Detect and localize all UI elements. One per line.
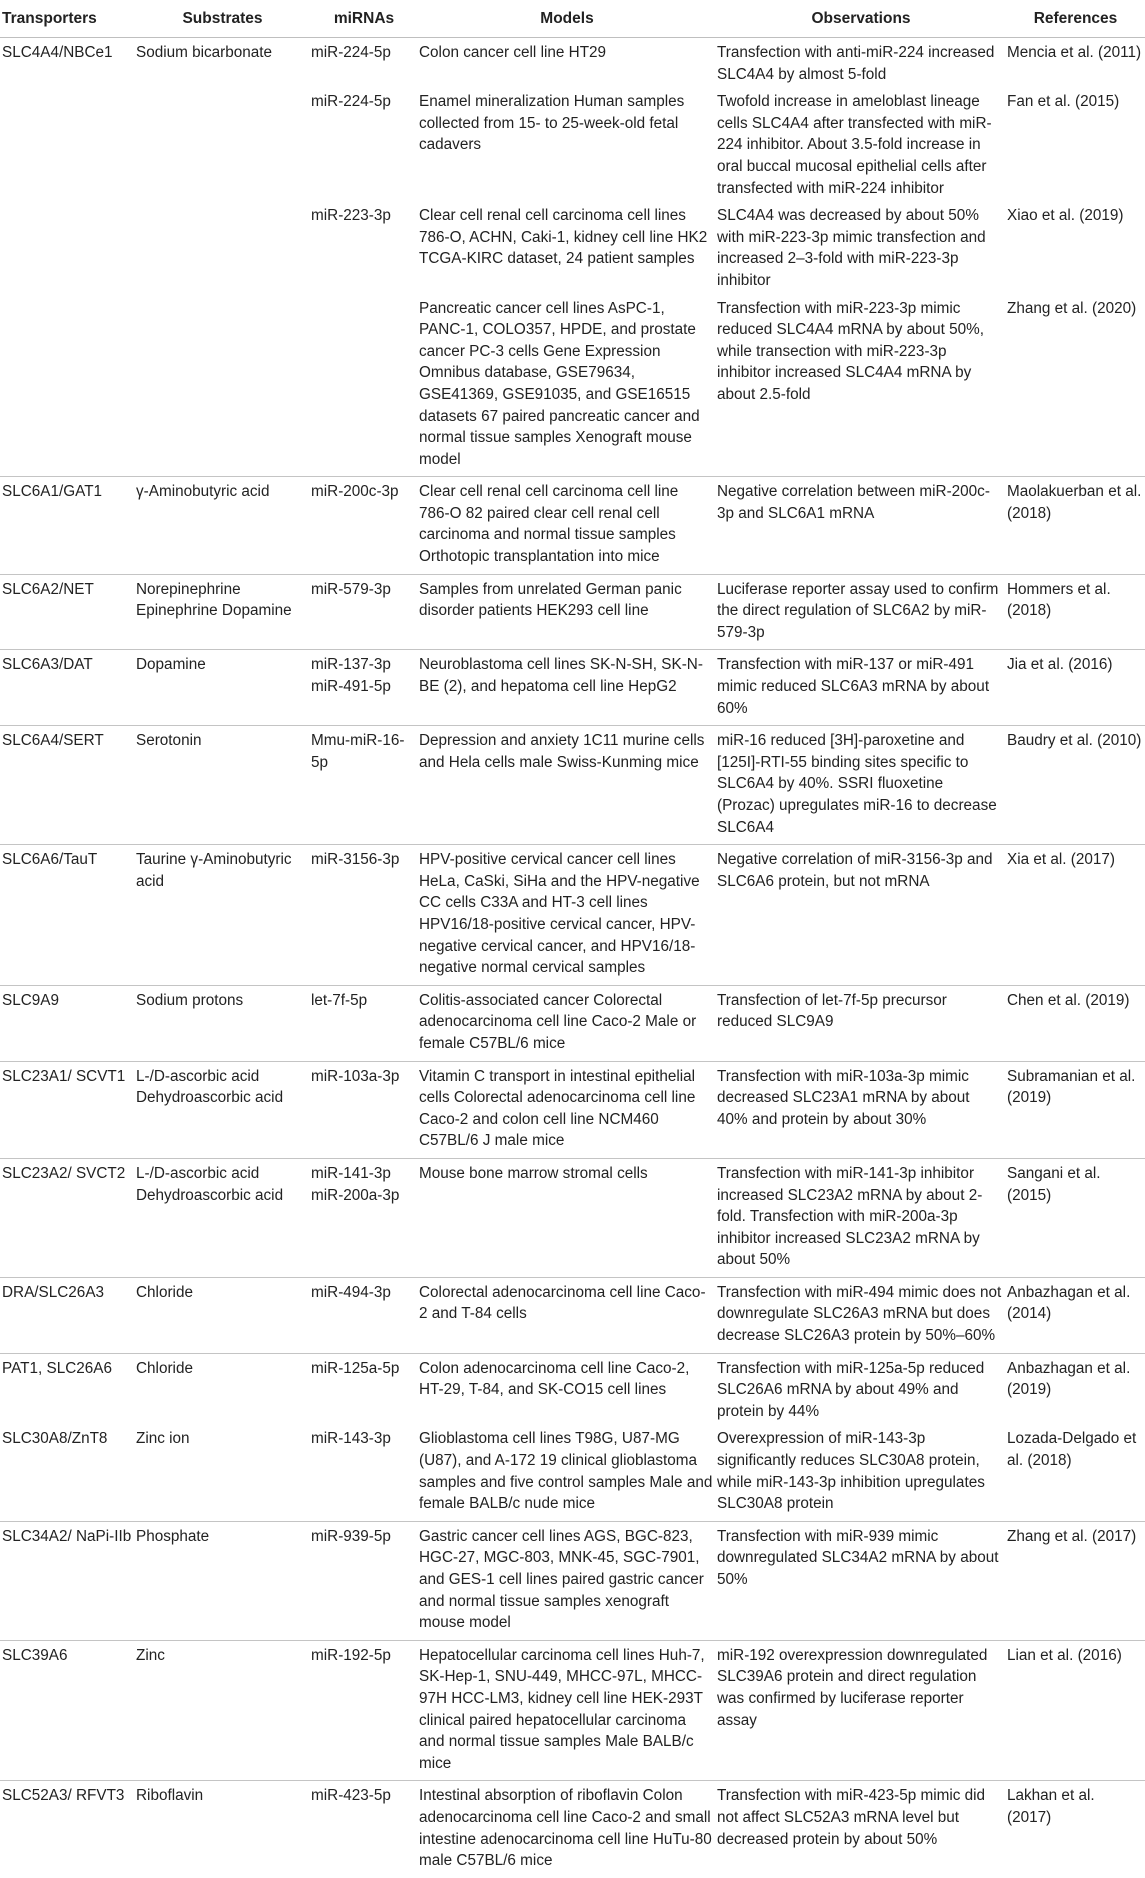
cell-reference: Chen et al. (2019) bbox=[1006, 985, 1145, 1061]
cell-transporter: SLC6A1/GAT1 bbox=[0, 477, 135, 574]
cell-transporter: SLC23A1/ SCVT1 bbox=[0, 1061, 135, 1158]
cell-mirna: miR-579-3p bbox=[310, 574, 418, 650]
cell-transporter: SLC4A4/NBCe1 bbox=[2, 44, 113, 61]
cell-model: Colorectal adenocarcinoma cell line Caco-2 and T-84 cells bbox=[418, 1277, 716, 1353]
cell-mirna: miR-143-3p bbox=[310, 1428, 418, 1521]
table-row bbox=[0, 1158, 1145, 1277]
cell-reference: Mencia et al. (2011) bbox=[1007, 44, 1142, 61]
cell-observation: Luciferase reporter assay used to confirm the direct regulation of SLC6A2 by miR-579-3p bbox=[716, 574, 1006, 650]
header-mirnas: miRNAs bbox=[310, 0, 418, 38]
table-row bbox=[0, 91, 1145, 205]
cell-observation: Transfection with miR-223-3p mimic reduced SLC4A4 mRNA by about 50%, while transection with miR-223-3p inhibitor increased SLC4A4 mRNA by about 2.5-fold bbox=[716, 298, 1006, 477]
cell-model: Colon adenocarcinoma cell line Caco-2, HT-29, T-84, and SK-CO15 cell lines bbox=[419, 1359, 690, 1399]
cell-reference: Subramanian et al. (2019) bbox=[1006, 1061, 1145, 1158]
cell-reference: Xiao et al. (2019) bbox=[1007, 207, 1124, 225]
cell-mirna: miR-939-5p bbox=[310, 1521, 418, 1640]
cell-reference: Anbazhagan et al. (2014) bbox=[1006, 1277, 1145, 1353]
table-row bbox=[0, 726, 1145, 845]
cell-mirna: miR-137-3p miR-491-5p bbox=[310, 650, 418, 726]
header-substrates: Substrates bbox=[135, 0, 310, 38]
cell-model: Enamel mineralization Human samples collected from 15- to 25-week-old fetal cadavers bbox=[419, 93, 685, 154]
cell-model: Pancreatic cancer cell lines AsPC-1, PANC-1, COLO357, HPDE, and prostate cancer PC-3 cells Gene Expression Omnibus database, GSE79634, GSE41369, GSE91035, and GSE16515 datasets 67 paired pancreatic cancer and normal tissue samples Xenograft mouse model bbox=[418, 298, 716, 477]
cell-reference: Fan et al. (2015) bbox=[1007, 93, 1120, 111]
cell-substrate: Zinc bbox=[135, 1640, 310, 1781]
cell-model: Colitis-associated cancer Colorectal adenocarcinoma cell line Caco-2 Male or female C57BL/6 mice bbox=[418, 985, 716, 1061]
table-row bbox=[0, 38, 1145, 92]
header-transporters: Transporters bbox=[0, 0, 135, 38]
cell-substrate: Chloride bbox=[136, 1359, 193, 1377]
table-row bbox=[0, 477, 1145, 574]
cell-reference: Lakhan et al. (2017) bbox=[1007, 1787, 1095, 1826]
table-row bbox=[0, 650, 1145, 726]
cell-model: Samples from unrelated German panic disorder patients HEK293 cell line bbox=[418, 574, 716, 650]
cell-mirna bbox=[310, 298, 418, 477]
table-row bbox=[0, 1353, 1145, 1428]
cell-mirna: miR-141-3p miR-200a-3p bbox=[310, 1158, 418, 1277]
cell-substrate: Norepinephrine Epinephrine Dopamine bbox=[135, 574, 310, 650]
cell-substrate: Zinc ion bbox=[135, 1428, 310, 1521]
cell-reference: Sangani et al. (2015) bbox=[1006, 1158, 1145, 1277]
cell-transporter: SLC6A4/SERT bbox=[0, 726, 135, 845]
cell-observation: Negative correlation between miR-200c-3p and SLC6A1 mRNA bbox=[716, 477, 1006, 574]
cell-mirna: miR-103a-3p bbox=[310, 1061, 418, 1158]
cell-model: Intestinal absorption of riboflavin Colon adenocarcinoma cell line Caco-2 and small intestine adenocarcinoma cell line HuTu-80 male C57BL/6 mice bbox=[419, 1787, 712, 1870]
cell-substrate: Phosphate bbox=[135, 1521, 310, 1640]
cell-mirna: miR-200c-3p bbox=[310, 477, 418, 574]
cell-observation: SLC4A4 was decreased by about 50% with miR-223-3p mimic transfection and increased 2–3-fold with miR-223-3p inhibitor bbox=[717, 207, 986, 289]
cell-model: HPV-positive cervical cancer cell lines HeLa, CaSki, SiHa and the HPV-negative CC cells C33A and HT-3 cell lines HPV16/18-positive cervical cancer, HPV-negative cervical cancer, and HPV16/18-negative normal cervical samples bbox=[418, 845, 716, 986]
table-row bbox=[0, 1277, 1145, 1353]
table-row bbox=[0, 985, 1145, 1061]
cell-substrate: Riboflavin bbox=[136, 1787, 204, 1805]
cell-substrate: γ-Aminobutyric acid bbox=[135, 477, 310, 574]
cell-observation: miR-16 reduced [3H]-paroxetine and [125I]-RTI-55 binding sites specific to SLC6A4 by 40%. SSRI fluoxetine (Prozac) upregulates miR-16 to decrease SLC6A4 bbox=[716, 726, 1006, 845]
cell-observation: Transfection with miR-423-5p mimic did not affect SLC52A3 mRNA level but decreased protein by about 50% bbox=[717, 1787, 986, 1848]
cell-model: Colon cancer cell line HT29 bbox=[419, 44, 607, 61]
cell-mirna: miR-494-3p bbox=[310, 1277, 418, 1353]
cell-substrate bbox=[135, 298, 310, 477]
cell-model: Hepatocellular carcinoma cell lines Huh-7, SK-Hep-1, SNU-449, MHCC-97L, MHCC-97H HCC-LM3, kidney cell line HEK-293T clinical paired hepatocellular carcinoma and normal tissue samples Male BALB/c mice bbox=[418, 1640, 716, 1781]
cell-observation: Negative correlation of miR-3156-3p and SLC6A6 protein, but not mRNA bbox=[716, 845, 1006, 986]
cell-transporter bbox=[0, 205, 135, 297]
header-references: References bbox=[1006, 0, 1145, 38]
cell-observation: Transfection with miR-494 mimic does not downregulate SLC26A3 mRNA but does decrease SLC26A3 protein by 50%–60% bbox=[716, 1277, 1006, 1353]
cell-substrate: Taurine γ-Aminobutyric acid bbox=[135, 845, 310, 986]
table-row bbox=[0, 1428, 1145, 1521]
cell-observation: Transfection with miR-141-3p inhibitor increased SLC23A2 mRNA by about 2-fold. Transfection with miR-200a-3p inhibitor increased SLC23A2 mRNA by about 50% bbox=[716, 1158, 1006, 1277]
cell-transporter: SLC6A3/DAT bbox=[0, 650, 135, 726]
cell-reference: Baudry et al. (2010) bbox=[1006, 726, 1145, 845]
cell-transporter bbox=[0, 91, 135, 205]
cell-observation: miR-192 overexpression downregulated SLC39A6 protein and direct regulation was confirmed by luciferase reporter assay bbox=[716, 1640, 1006, 1781]
cell-substrate: Serotonin bbox=[135, 726, 310, 845]
cell-mirna: miR-224-5p bbox=[311, 93, 391, 111]
cell-transporter: SLC23A2/ SVCT2 bbox=[0, 1158, 135, 1277]
cell-substrate: Chloride bbox=[135, 1277, 310, 1353]
cell-reference: Lozada-Delgado et al. (2018) bbox=[1006, 1428, 1145, 1521]
cell-substrate bbox=[135, 91, 310, 205]
cell-mirna: Mmu-miR-16-5p bbox=[310, 726, 418, 845]
cell-observation: Transfection with miR-125a-5p reduced SLC26A6 mRNA by about 49% and protein by 44% bbox=[717, 1359, 985, 1420]
cell-substrate: L-/D-ascorbic acid Dehydroascorbic acid bbox=[135, 1061, 310, 1158]
cell-reference: Anbazhagan et al. (2019) bbox=[1007, 1359, 1131, 1399]
cell-observation: Transfection with miR-939 mimic downregulated SLC34A2 mRNA by about 50% bbox=[716, 1521, 1006, 1640]
cell-model: Vitamin C transport in intestinal epithelial cells Colorectal adenocarcinoma cell line Caco-2 and colon cell line NCM460 C57BL/6 J male mice bbox=[418, 1061, 716, 1158]
cell-mirna: miR-192-5p bbox=[310, 1640, 418, 1781]
cell-observation: Transfection with miR-137 or miR-491 mimic reduced SLC6A3 mRNA by about 60% bbox=[716, 650, 1006, 726]
header-models: Models bbox=[418, 0, 716, 38]
cell-model: Clear cell renal cell carcinoma cell lines 786-O, ACHN, Caki-1, kidney cell line HK2 TCGA-KIRC dataset, 24 patient samples bbox=[419, 207, 708, 268]
cell-model: Mouse bone marrow stromal cells bbox=[418, 1158, 716, 1277]
cell-model: Neuroblastoma cell lines SK-N-SH, SK-N-BE (2), and hepatoma cell line HepG2 bbox=[418, 650, 716, 726]
cell-model: Clear cell renal cell carcinoma cell line 786-O 82 paired clear cell renal cell carcinoma and normal tissue samples Orthotopic transplantation into mice bbox=[418, 477, 716, 574]
table-row bbox=[0, 205, 1145, 297]
cell-transporter: SLC52A3/ RFVT3 bbox=[2, 1787, 125, 1805]
cell-observation: Transfection with miR-103a-3p mimic decreased SLC23A1 mRNA by about 40% and protein by about 30% bbox=[716, 1061, 1006, 1158]
cell-model: Gastric cancer cell lines AGS, BGC-823, HGC-27, MGC-803, MNK-45, SGC-7901, and GES-1 cell lines paired gastric cancer and normal tissue samples xenograft mouse model bbox=[418, 1521, 716, 1640]
cell-mirna: miR-224-5p bbox=[311, 44, 391, 61]
header-observations: Observations bbox=[716, 0, 1006, 38]
cell-transporter: PAT1, SLC26A6 bbox=[2, 1359, 112, 1377]
cell-observation: Overexpression of miR-143-3p significantly reduces SLC30A8 protein, while miR-143-3p inhibition upregulates SLC30A8 protein bbox=[716, 1428, 1006, 1521]
cell-observation: Twofold increase in ameloblast lineage cells SLC4A4 after transfected with miR-224 inhibitor. About 3.5-fold increase in oral buccal mucosal epithelial cells after transfected with miR-224 inhibitor bbox=[717, 93, 992, 197]
cell-transporter: DRA/SLC26A3 bbox=[0, 1277, 135, 1353]
cell-transporter: SLC30A8/ZnT8 bbox=[0, 1428, 135, 1521]
cell-model: Glioblastoma cell lines T98G, U87-MG (U87), and A-172 19 clinical glioblastoma samples and five control samples Male and female BALB/c nude mice bbox=[418, 1428, 716, 1521]
cell-reference: Jia et al. (2016) bbox=[1006, 650, 1145, 726]
table-row bbox=[0, 574, 1145, 650]
cell-transporter: SLC9A9 bbox=[0, 985, 135, 1061]
cell-reference: Lian et al. (2016) bbox=[1006, 1640, 1145, 1781]
cell-mirna: miR-223-3p bbox=[311, 207, 391, 225]
cell-transporter: SLC39A6 bbox=[0, 1640, 135, 1781]
table-row bbox=[0, 845, 1145, 986]
cell-reference: Zhang et al. (2017) bbox=[1006, 1521, 1145, 1640]
cell-reference: Hommers et al. (2018) bbox=[1006, 574, 1145, 650]
cell-reference: Zhang et al. (2020) bbox=[1006, 298, 1145, 477]
cell-substrate: Sodium protons bbox=[135, 985, 310, 1061]
cell-observation: Transfection of let-7f-5p precursor reduced SLC9A9 bbox=[716, 985, 1006, 1061]
cell-transporter bbox=[0, 298, 135, 477]
cell-observation: Transfection with anti-miR-224 increased SLC4A4 by almost 5-fold bbox=[717, 44, 995, 83]
cell-transporter: SLC6A2/NET bbox=[0, 574, 135, 650]
cell-reference: Maolakuerban et al. (2018) bbox=[1006, 477, 1145, 574]
cell-substrate: Sodium bicarbonate bbox=[136, 44, 273, 61]
cell-reference: Xia et al. (2017) bbox=[1006, 845, 1145, 986]
table-row bbox=[0, 1781, 1145, 1878]
cell-mirna: let-7f-5p bbox=[310, 985, 418, 1061]
cell-transporter: SLC34A2/ NaPi-IIb bbox=[0, 1521, 135, 1640]
cell-transporter: SLC6A6/TauT bbox=[0, 845, 135, 986]
cell-substrate: L-/D-ascorbic acid Dehydroascorbic acid bbox=[135, 1158, 310, 1277]
cell-mirna: miR-423-5p bbox=[311, 1787, 391, 1805]
table-row bbox=[0, 298, 1145, 477]
cell-mirna: miR-3156-3p bbox=[310, 845, 418, 986]
table-row bbox=[0, 1061, 1145, 1158]
table-row bbox=[0, 1521, 1145, 1640]
table-header-row bbox=[0, 0, 1145, 38]
table-row bbox=[0, 1640, 1145, 1781]
cell-substrate: Dopamine bbox=[135, 650, 310, 726]
cell-substrate bbox=[135, 205, 310, 297]
cell-mirna: miR-125a-5p bbox=[311, 1359, 400, 1377]
cell-model: Depression and anxiety 1C11 murine cells and Hela cells male Swiss-Kunming mice bbox=[418, 726, 716, 845]
